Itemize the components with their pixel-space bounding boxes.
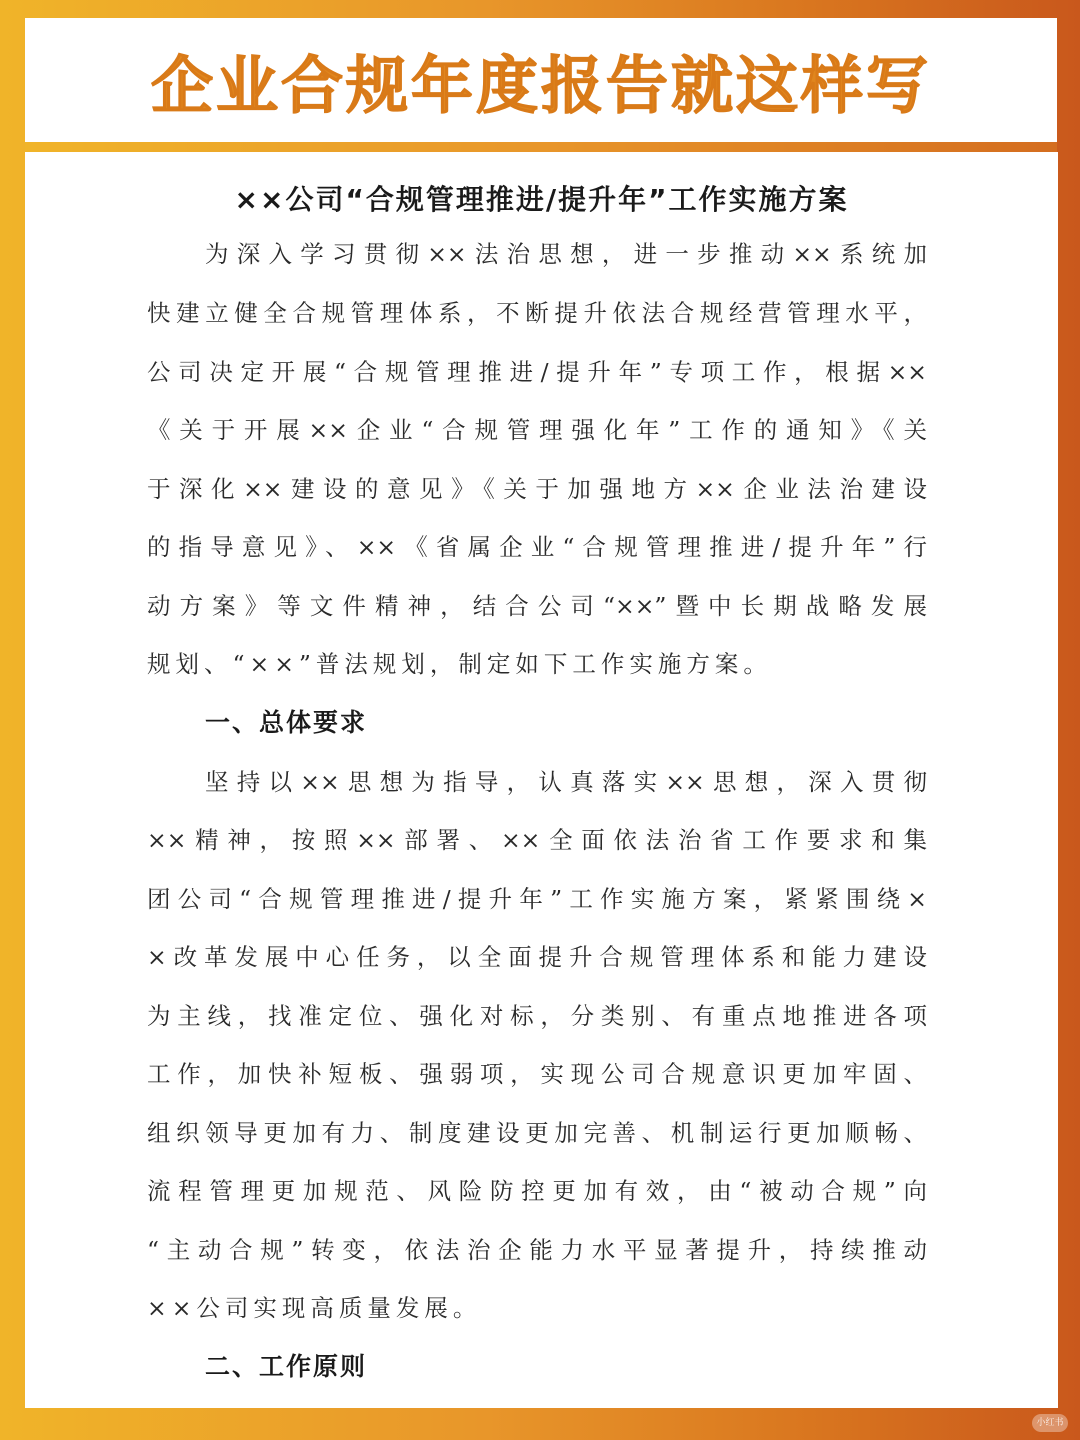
paragraph-line: 为深入学习贯彻××法治思想，进一步推动××系统加 <box>205 240 927 268</box>
watermark-badge: 小红书 <box>1032 1414 1068 1432</box>
paragraph-line: 规划、“××”普法规划，制定如下工作实施方案。 <box>147 650 772 678</box>
paragraph-line: 动方案》等文件精神，结合公司“××”暨中长期战略发展 <box>147 592 927 620</box>
orange-divider <box>25 142 1057 152</box>
section-heading: 二、工作原则 <box>205 1352 368 1381</box>
title-banner <box>25 18 1057 142</box>
document-title: ××公司“合规管理推进/提升年”工作实施方案 <box>234 183 849 216</box>
paragraph-line: 为主线，找准定位、强化对标，分类别、有重点地推进各项 <box>147 1002 927 1030</box>
paragraph-line: 坚持以××思想为指导，认真落实××思想，深入贯彻 <box>205 768 927 796</box>
banner-title: 企业合规年度报告就这样写 <box>150 48 931 122</box>
paragraph-line: ××精神，按照××部署、××全面依法治省工作要求和集 <box>147 826 927 854</box>
paragraph-line: 于深化××建设的意见》《关于加强地方××企业法治建设 <box>147 475 927 503</box>
paragraph-line: 工作，加快补短板、强弱项，实现公司合规意识更加牢固、 <box>147 1060 927 1088</box>
paragraph-line: 的指导意见》、××《省属企业“合规管理推进/提升年”行 <box>147 533 927 561</box>
paragraph-line: ×改革发展中心任务，以全面提升合规管理体系和能力建设 <box>147 943 927 971</box>
paragraph-line: 快建立健全合规管理体系，不断提升依法合规经营管理水平， <box>147 299 927 327</box>
paragraph-line: 团公司“合规管理推进/提升年”工作实施方案，紧紧围绕× <box>147 885 927 913</box>
document-sheet <box>25 152 1058 1408</box>
section-heading: 一、总体要求 <box>205 708 368 737</box>
paragraph-line: 《关于开展××企业“合规管理强化年”工作的通知》《关 <box>147 416 927 444</box>
paragraph-line: 公司决定开展“合规管理推进/提升年”专项工作，根据×× <box>147 358 927 386</box>
paragraph-line: “主动合规”转变，依法治企能力水平显著提升，持续推动 <box>147 1236 927 1264</box>
paragraph-line: 组织领导更加有力、制度建设更加完善、机制运行更加顺畅、 <box>147 1119 927 1147</box>
paragraph-line: 流程管理更加规范、风险防控更加有效，由“被动合规”向 <box>147 1177 927 1205</box>
paragraph-line: ××公司实现高质量发展。 <box>147 1294 482 1322</box>
